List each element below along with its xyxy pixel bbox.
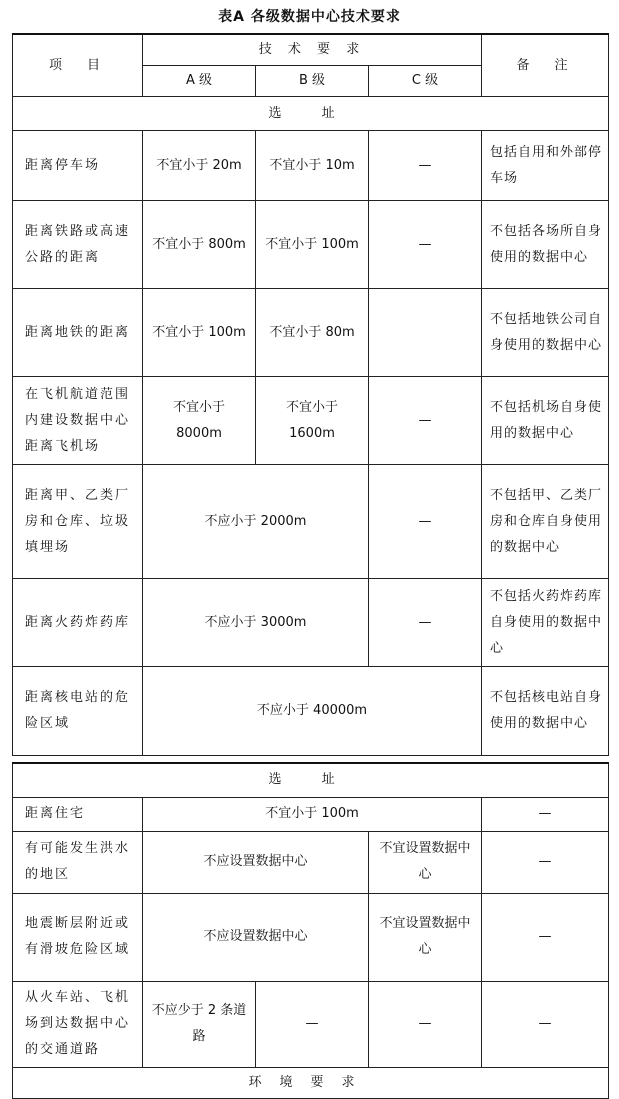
- table-row: [13, 579, 609, 667]
- table-row: [13, 797, 609, 831]
- table-row: [13, 831, 609, 893]
- row-note: 不包括各场所自身使用的数据中心: [482, 201, 609, 289]
- row-b: —: [256, 981, 369, 1067]
- row-note: 不包括地铁公司自身使用的数据中心: [482, 289, 609, 377]
- row-note: —: [482, 981, 609, 1067]
- row-note: —: [482, 797, 609, 831]
- table-title: 表A 各级数据中心技术要求: [218, 9, 401, 25]
- row-note: 不包括核电站自身使用的数据中心: [482, 667, 609, 756]
- header-note: 备 注: [482, 34, 609, 97]
- header-a: A 级: [143, 66, 256, 97]
- row-ab: 不应设置数据中心: [143, 831, 369, 893]
- row-a: 不宜小于 800m: [143, 201, 256, 289]
- row-ab: 不应设置数据中心: [143, 893, 369, 981]
- table-row: [13, 465, 609, 579]
- row-abc: 不应小于 40000m: [143, 667, 482, 756]
- row-c: [369, 289, 482, 377]
- row-ab: 不应小于 3000m: [143, 579, 369, 667]
- row-item: 距离地铁的距离: [13, 289, 143, 377]
- row-item: 地震断层附近或有滑坡危险区域: [13, 893, 143, 981]
- row-a: 不应少于 2 条道路: [143, 981, 256, 1067]
- row-item: 有可能发生洪水的地区: [13, 831, 143, 893]
- row-item: 距离火药炸药库: [13, 579, 143, 667]
- row-a: 不宜小于 100m: [143, 289, 256, 377]
- section-site-2: 选 址: [13, 763, 609, 797]
- row-b: 不宜小于 10m: [256, 131, 369, 201]
- row-c: 不宜设置数据中心: [369, 831, 482, 893]
- row-item: 从火车站、飞机场到达数据中心的交通道路: [13, 981, 143, 1067]
- row-note: 不包括机场自身使用的数据中心: [482, 377, 609, 465]
- row-ab: 不应小于 2000m: [143, 465, 369, 579]
- row-c: 不宜设置数据中心: [369, 893, 482, 981]
- row-item: 距离铁路或高速公路的距离: [13, 201, 143, 289]
- row-item: 距离甲、乙类厂房和仓库、垃圾填埋场: [13, 465, 143, 579]
- row-item: 距离住宅: [13, 797, 143, 831]
- row-note: 不包括甲、乙类厂房和仓库自身使用的数据中心: [482, 465, 609, 579]
- row-item: 距离核电站的危险区域: [13, 667, 143, 756]
- row-b: 不宜小于 80m: [256, 289, 369, 377]
- header-c: C 级: [369, 66, 482, 97]
- row-b: 不宜小于 100m: [256, 201, 369, 289]
- row-note: —: [482, 831, 609, 893]
- table-row: [13, 201, 609, 289]
- row-c: —: [369, 201, 482, 289]
- row-a: 不宜小于 20m: [143, 131, 256, 201]
- row-item: 距离停车场: [13, 131, 143, 201]
- row-c: —: [369, 131, 482, 201]
- table-row: [13, 377, 609, 465]
- row-c: —: [369, 377, 482, 465]
- row-c: —: [369, 981, 482, 1067]
- requirements-table-part2: [12, 762, 609, 1099]
- row-note: 包括自用和外部停车场: [482, 131, 609, 201]
- section-environment-partial: 环境要求: [13, 1067, 609, 1098]
- row-item: 在飞机航道范围内建设数据中心距离飞机场: [13, 377, 143, 465]
- header-item: 项 目: [13, 34, 143, 97]
- row-c: —: [369, 465, 482, 579]
- header-tech: 技 术 要 求: [143, 34, 482, 66]
- table-row: [13, 289, 609, 377]
- row-note: 不包括火药炸药库自身使用的数据中心: [482, 579, 609, 667]
- section-site: 选 址: [13, 97, 609, 131]
- requirements-table-part1: [12, 33, 609, 756]
- row-b: 不宜小于 1600m: [256, 377, 369, 465]
- row-abc: 不宜小于 100m: [143, 797, 482, 831]
- table-row: [13, 667, 609, 756]
- row-note: —: [482, 893, 609, 981]
- row-a: 不宜小于 8000m: [143, 377, 256, 465]
- table-row: [13, 981, 609, 1067]
- row-c: —: [369, 579, 482, 667]
- header-b: B 级: [256, 66, 369, 97]
- table-row: [13, 131, 609, 201]
- table-row: [13, 893, 609, 981]
